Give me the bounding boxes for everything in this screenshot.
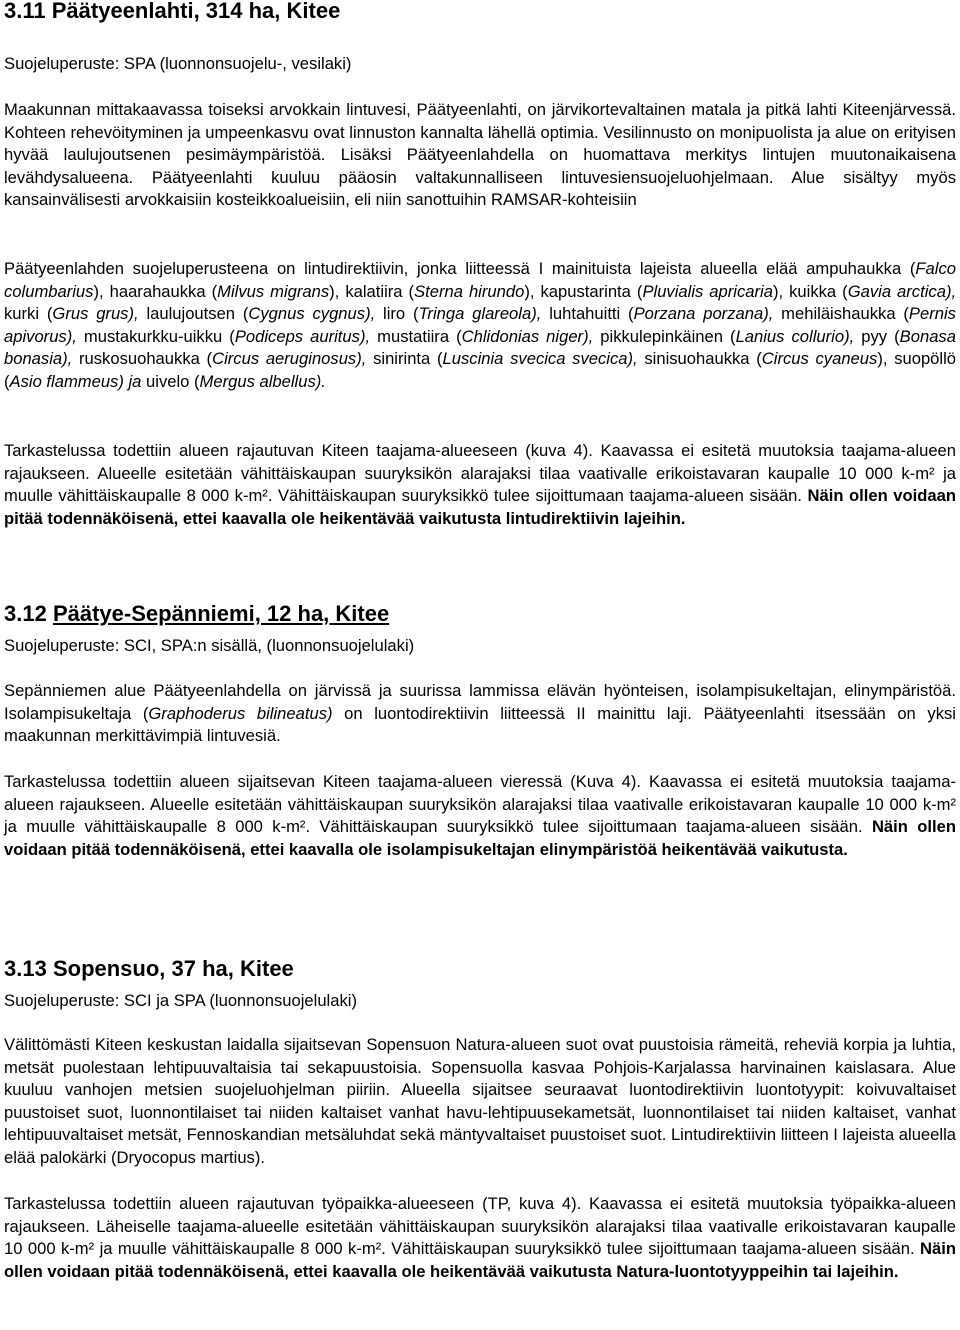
species-latin: Asio flammeus bbox=[9, 371, 119, 391]
species-name: mehiläishaukka bbox=[781, 304, 896, 324]
species-latin: Porzana porzana bbox=[633, 304, 764, 324]
species-name: kuikka bbox=[789, 281, 837, 301]
section-3-11-protection-basis bbox=[4, 53, 351, 75]
species-latin: Graphoderus bilineatus) bbox=[148, 703, 333, 723]
species-name: kurki bbox=[4, 304, 40, 324]
paragraph-sentence: Lisäksi Päätyeenlahdella on huomattava merkitys lintujen muutonaikaisena levähdysalueena. Päätyeenlahti kuuluu pääosin valtakunnalliseen lintuvesiensuojeluohjelmaan. bbox=[4, 145, 956, 187]
section-number: 3.13 bbox=[4, 956, 47, 981]
species-latin: Mergus albellus bbox=[199, 371, 316, 391]
protection-basis-text: Suojeluperuste: SCI, SPA:n sisällä, (luonnonsuojelulaki) bbox=[4, 636, 415, 655]
assessment-text: Tarkastelussa todettiin alueen sijaitsevan Kiteen taajama-alueen vieressä (Kuva 4). Kaavassa ei esitetä muutoksia taajama-alueen rajaukseen. Alueelle esitetään vähittäiskaupan suuryksikön alarajaksi tilaa vaativalle erikoistavaran kaupalle 10 000 k-m² ja muulle vähittäiskaupalle 8 000 k-m². Vähittäiskaupan suuryksikkö tulee sijoittumaan taajama-alueen sisään. bbox=[4, 772, 956, 837]
conclusion-text: Näin ollen voidaan pitää todennäköisenä, ettei kaavalla ole heikentävää vaikutusta lintudirektiivin lajeihin. bbox=[4, 486, 956, 528]
section-3-12-heading bbox=[4, 601, 389, 627]
species-paragraph: Päätyeenlahden suojeluperusteena on lintudirektiivin, jonka liitteessä I mainituista lajeista alueella elää ampuhaukka (Falco columbarius), haarahaukka (Milvus migrans), kalatiira (Sterna hirundo), kapustarinta (Pluvialis apricaria), kuikka (Gavia arctica), kurki (Grus grus), laulujoutsen (Cygnus cygnus), liro (Tringa glareola), luhtahuitti (Porzana porzana), mehiläishaukka (Pernis apivorus), mustakurkku-uikku (Podiceps auritus), mustatiira (Chlidonias niger), pikkulepinkäinen (Lanius collurio), pyy (Bonasa bonasia), ruskosuohaukka (Circus aeruginosus), sinirinta (Luscinia svecica svecica), sinisuohaukka (Circus cyaneus), suopöllö (Asio flammeus) ja uivelo (Mergus albellus). bbox=[4, 259, 957, 391]
section-3-13-paragraph-1 bbox=[4, 1034, 956, 1170]
species-name: ampuhaukka bbox=[806, 259, 902, 278]
species-name: kalatiira bbox=[345, 281, 403, 301]
assessment-text: Tarkastelussa todettiin alueen rajautuvan työpaikka-alueeseen (TP, kuva 4). Kaavassa ei esitetä muutoksia työpaikka-alueen rajaukseen. Läheiselle taajama-alueelle esitetään vähittäiskaupan suuryksikön alarajaksi tilaa vaativalle erikoistavaran kaupalle 10 000 k-m² ja muulle vähittäiskaupalle 8 000 k-m². Vähittäiskaupan suuryksikkö tulee sijoittumaan taajama-alueen sisään. bbox=[4, 1194, 956, 1259]
assessment-text: Tarkastelussa todettiin alueen rajautuvan Kiteen taajama-alueeseen (kuva 4). Kaavassa ei esitetä muutoksia taajama-alueen rajaukseen. Alueelle esitetään vähittäiskaupan suuryksikön alarajaksi tilaa vaativalle erikoistavaran kaupalle 10 000 k-m² ja muulle vähittäiskaupalle 8 000 k-m². Vähittäiskaupan suuryksikkö tulee sijoittumaan taajama-alueen sisään. bbox=[4, 441, 956, 506]
species-latin: Bonasa bonasia bbox=[4, 326, 956, 369]
species-latin: Pernis apivorus bbox=[4, 304, 956, 346]
species-latin: Circus aeruginosus bbox=[212, 349, 357, 369]
section-3-11-paragraph-1 bbox=[4, 99, 956, 212]
species-name: mustakurkku-uikku bbox=[83, 326, 223, 346]
species-latin: Luscinia svecica svecica bbox=[442, 349, 628, 369]
paragraph-sentence: Maakunnan mittakaavassa toiseksi arvokkain lintuvesi, Päätyeenlahti, on järvikortevaltainen matala ja pitkä lahti Kiteenjärvessä. Kohteen rehevöityminen ja umpeenkasvu ovat linnuston kannalta lähellä optimia. Vesilinnusto on monipuolista ja alue on erityisen hyvää laulujoutsenen pesimäympäristöä. bbox=[4, 100, 956, 165]
species-latin: Podiceps auritus bbox=[234, 326, 360, 346]
section-3-12-paragraph-2 bbox=[4, 771, 956, 861]
species-name: suopöllö bbox=[894, 349, 957, 369]
paragraph-text: on luontodirektiivin liitteessä II mainittu laji. Päätyeenlahti itsessään on yksi maakunnan merkittävimpiä lintuvesiä. bbox=[4, 703, 956, 746]
section-3-12-paragraph-1 bbox=[4, 680, 956, 748]
protection-basis-text: Suojeluperuste: SCI ja SPA (luonnonsuojelulaki) bbox=[4, 991, 357, 1010]
species-name: pyy bbox=[861, 326, 888, 346]
species-name: mustatiira bbox=[377, 326, 450, 346]
species-latin: Milvus migrans bbox=[217, 281, 330, 301]
species-name: uivelo bbox=[146, 371, 190, 391]
species-latin: Gavia arctica bbox=[847, 281, 946, 301]
section-title: Sopensuo, 37 ha, Kitee bbox=[52, 956, 294, 981]
section-3-13-protection-basis bbox=[4, 990, 357, 1012]
species-latin: Chlidonias niger bbox=[461, 326, 584, 346]
paragraph-text: Sepänniemen alue Päätyeenlahdella on järvissä ja suurissa lammissa elävän hyönteisen, isolampisukeltajan, elinympäristöä. Isolampisukeltaja ( bbox=[4, 681, 956, 723]
species-name: kapustarinta bbox=[540, 281, 631, 301]
species-name: haarahaukka bbox=[109, 281, 206, 301]
section-3-12-protection-basis bbox=[4, 635, 414, 657]
conclusion-text: Näin ollen voidaan pitää todennäköisenä, ettei kaavalla ole isolampisukeltajan elinympäristöä heikentävää vaikutusta. bbox=[4, 817, 956, 859]
conclusion-text: Näin ollen voidaan pitää todennäköisenä, ettei kaavalla ole heikentävää vaikutusta Natura-luontotyyppeihin tai lajeihin. bbox=[4, 1239, 956, 1281]
paragraph-text: Välittömästi Kiteen keskustan laidalla sijaitsevan Sopensuon Natura-alueen suot ovat puustoisia rämeitä, reheviä korpia ja luhtia, metsät puolestaan lehtipuuvaltaisia tai sekapuustoisia. Sopensuolla kasvaa Pohjois-Karjalassa harvinainen kaislasara. Alue kuuluu vanhojen metsien suojeluohjelman piiriin. Alueella sijaitsee seuraavat luontodirektiivin luontotyypit: koivuvaltaiset puustoiset suot, luonnontilaiset tai niiden kaltaiset vanhat havu-lehtipuusekametsät, luonnontilaiset tai niiden kaltaiset, vanhat lehtipuuvaltaiset metsät, Fennoskandian metsäluhdat sekä mäntyvaltaiset puustoiset suot. Lintudirektiivin liitteen I lajeista alueella elää palokärki (Dryocopus martius). bbox=[4, 1035, 956, 1167]
species-name: pikkulepinkäinen bbox=[600, 326, 723, 346]
species-latin: Falco columbarius bbox=[4, 259, 956, 301]
section-number: 3.11 bbox=[4, 0, 46, 23]
species-latin: Sterna hirundo bbox=[414, 281, 525, 301]
species-name: ruskosuohaukka bbox=[79, 349, 200, 369]
species-latin: Cygnus cygnus bbox=[248, 304, 366, 324]
section-3-11-paragraph-species bbox=[4, 258, 956, 394]
section-title: Päätye-Sepänniemi, 12 ha, Kitee bbox=[52, 601, 390, 626]
section-3-11-heading bbox=[4, 0, 340, 24]
species-name: luhtahuitti bbox=[549, 304, 621, 324]
section-title: Päätyeenlahti, 314 ha, Kitee bbox=[51, 0, 341, 23]
section-3-13-heading bbox=[4, 956, 294, 982]
species-latin: Pluvialis apricaria bbox=[642, 281, 773, 301]
species-latin: Circus cyaneus bbox=[761, 349, 878, 369]
species-latin: Lanius collurio bbox=[735, 326, 845, 346]
species-intro: Päätyeenlahden suojeluperusteena on lintudirektiivin, jonka liitteessä I mainituista lajeista alueella elää bbox=[4, 259, 807, 278]
species-name: liro bbox=[383, 304, 406, 324]
section-3-13-paragraph-2 bbox=[4, 1193, 956, 1283]
section-3-11-paragraph-3 bbox=[4, 440, 956, 530]
species-latin: Grus grus bbox=[52, 304, 129, 324]
species-name: sinirinta bbox=[373, 349, 431, 369]
species-name: sinisuohaukka bbox=[644, 349, 750, 369]
species-name: laulujoutsen bbox=[146, 304, 236, 324]
protection-basis-text: Suojeluperuste: SPA (luonnonsuojelu-, vesilaki) bbox=[4, 54, 352, 73]
paragraph-sentence: Alue sisältyy myös kansainvälisesti arvokkaisiin kosteikkoalueisiin, eli niin sanottuihin RAMSAR-kohteisiin bbox=[4, 167, 957, 210]
section-number: 3.12 bbox=[4, 601, 47, 626]
species-latin: Tringa glareola bbox=[418, 304, 532, 324]
